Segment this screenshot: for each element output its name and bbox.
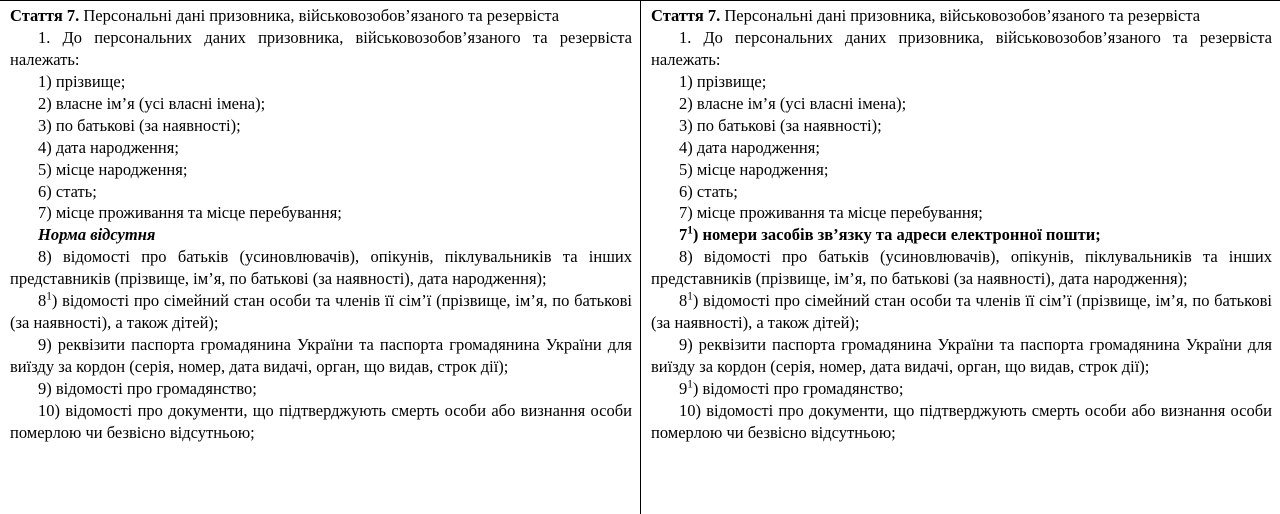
article-label: Стаття 7. [10, 6, 80, 25]
document-paragraph: 2) власне ім’я (усі власні імена); [679, 93, 907, 113]
document-paragraph: 10) відомості про документи, що підтверджують смерть особи або визнання особи померлою чи безвісно відсутньою; [651, 400, 1272, 442]
superscript-marker: 1 [687, 290, 693, 303]
table-cell-right [641, 0, 1280, 514]
document-paragraph: 9) відомості про громадянство; [38, 378, 257, 398]
superscript-marker: 1 [46, 290, 52, 303]
document-paragraph: 7) місце проживання та місце перебування; [38, 203, 342, 223]
document-paragraph: 1. До персональних даних призовника, військовозобов’язаного та резервіста належать: [651, 27, 1272, 69]
document-paragraph: 2) власне ім’я (усі власні імена); [38, 93, 266, 113]
document-paragraph: 3) по батькові (за наявності); [679, 115, 882, 135]
document-paragraph: 8) відомості про батьків (усиновлювачів), опікунів, піклувальників та інших представників (прізвище, ім’я, по батькові (за наявності), дата народження); [651, 247, 1272, 289]
superscript-marker: 1 [687, 378, 693, 391]
document-paragraph: 3) по батькові (за наявності); [38, 115, 241, 135]
document-paragraph: Норма відсутня [38, 225, 156, 245]
document-paragraph: 6) стать; [38, 181, 97, 201]
article-label: Стаття 7. [651, 6, 721, 25]
document-paragraph: 4) дата народження; [679, 137, 820, 157]
document-paragraph: 8) відомості про батьків (усиновлювачів), опікунів, піклувальників та інших представників (прізвище, ім’я, по батькові (за наявності), дата народження); [10, 247, 632, 289]
document-paragraph: 1) прізвище; [38, 71, 126, 91]
document-paragraph: $7^1$) номери засобів зв’язку та адреси електронної пошти; [679, 224, 1101, 245]
document-paragraph: 5) місце народження; [679, 159, 829, 179]
document-paragraph: 5) місце народження; [38, 159, 188, 179]
document-paragraph: 6) стать; [679, 181, 738, 201]
document-paragraph: 9) реквізити паспорта громадянина України та паспорта громадянина України для виїзду за кордон (серія, номер, дата видачі, орган, що видав, строк дії); [651, 335, 1272, 376]
document-paragraph: Стаття 7. Персональні дані призовника, військовозобов’язаного та резервіста [10, 6, 560, 25]
document-paragraph: 1) прізвище; [679, 71, 767, 91]
document-paragraph: 4) дата народження; [38, 137, 179, 157]
document-paragraph: 1. До персональних даних призовника, військовозобов’язаного та резервіста належать: [10, 27, 632, 69]
superscript-marker: 1 [687, 224, 693, 237]
document-paragraph: 9) реквізити паспорта громадянина України та паспорта громадянина України для виїзду за кордон (серія, номер, дата видачі, орган, що видав, строк дії); [10, 335, 632, 376]
document-paragraph: 10) відомості про документи, що підтверджують смерть особи або визнання особи померлою чи безвісно відсутньою; [10, 400, 632, 442]
document-paragraph: $8^1$) відомості про сімейний стан особи та членів її сім’ї (прізвище, ім’я, по батькові (за наявності), а також дітей); [10, 290, 632, 333]
document-paragraph: Стаття 7. Персональні дані призовника, військовозобов’язаного та резервіста [651, 6, 1201, 25]
document-paragraph: 7) місце проживання та місце перебування; [679, 203, 983, 223]
document-paragraph: $9^1$) відомості про громадянство; [679, 378, 904, 398]
document-paragraph: $8^1$) відомості про сімейний стан особи та членів її сім’ї (прізвище, ім’я, по батькові (за наявності), а також дітей); [651, 290, 1272, 333]
